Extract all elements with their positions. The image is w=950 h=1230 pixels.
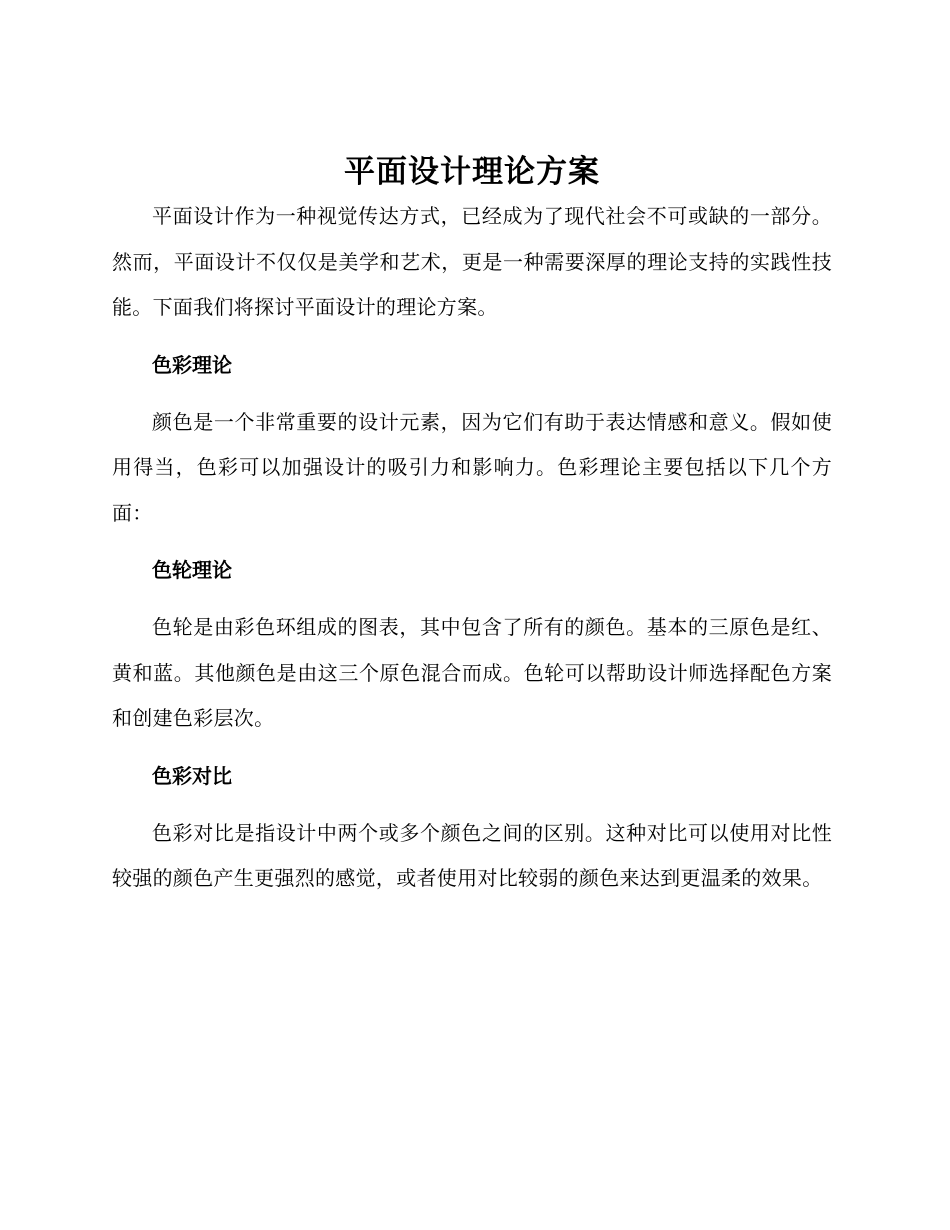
section-paragraph-color-contrast: 色彩对比是指设计中两个或多个颜色之间的区别。这种对比可以使用对比性较强的颜色产生更强烈的感觉，或者使用对比较弱的颜色来达到更温柔的效果。 (112, 820, 832, 890)
section-heading-color-theory: 色彩理论 (152, 352, 232, 377)
section-paragraph-color-wheel: 色轮是由彩色环组成的图表，其中包含了所有的颜色。基本的三原色是红、黄和蓝。其他颜色是由这三个原色混合而成。色轮可以帮助设计师选择配色方案和创建色彩层次。 (112, 615, 832, 730)
document-title: 平面设计理论方案 (344, 154, 600, 190)
section-heading-color-contrast: 色彩对比 (152, 763, 232, 788)
document-body (112, 150, 832, 902)
intro-paragraph: 平面设计作为一种视觉传达方式，已经成为了现代社会不可或缺的一部分。然而，平面设计不仅仅是美学和艺术，更是一种需要深厚的理论支持的实践性技能。下面我们将探讨平面设计的理论方案。 (112, 204, 832, 319)
section-paragraph-color-theory: 颜色是一个非常重要的设计元素，因为它们有助于表达情感和意义。假如使用得当，色彩可以加强设计的吸引力和影响力。色彩理论主要包括以下几个方面： (112, 409, 832, 525)
section-heading-color-wheel: 色轮理论 (152, 558, 232, 582)
